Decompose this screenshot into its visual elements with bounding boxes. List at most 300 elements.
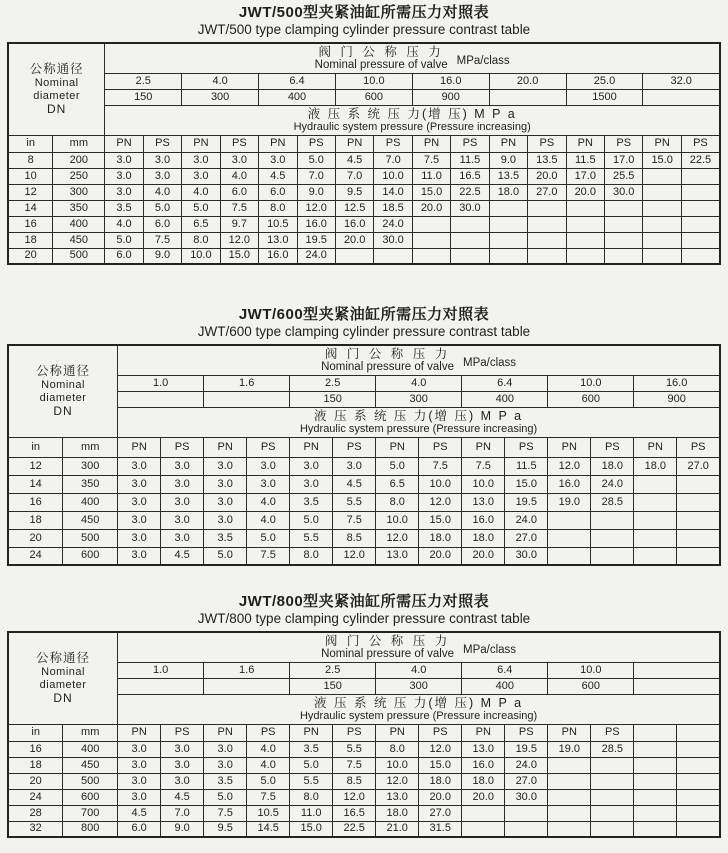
pressure-value-cell: 7.5 — [419, 457, 462, 475]
pressure-value-cell: 31.5 — [419, 821, 462, 837]
pressure-value-cell: 20.0 — [419, 547, 462, 565]
pressure-value-cell: 7.0 — [374, 152, 412, 168]
pressure-value-cell: 6.0 — [118, 821, 161, 837]
column-header-blank — [677, 724, 720, 741]
hydraulic-pressure-label-cn: 液 压 系 统 压 力(增 压) M P a — [307, 106, 517, 121]
table-row — [8, 529, 720, 547]
pressure-value-cell: 14.5 — [247, 821, 290, 837]
pressure-value-cell: 3.0 — [118, 773, 161, 789]
pressure-class-cell: 400 — [259, 89, 336, 105]
pressure-value-cell: 21.0 — [376, 821, 419, 837]
pressure-value-cell: 3.5 — [105, 200, 143, 216]
pressure-value-cell: 24.0 — [505, 757, 548, 773]
pressure-value-cell: 3.0 — [247, 475, 290, 493]
diameter-in-cell: 24 — [8, 789, 63, 805]
column-header-pn: PN — [489, 135, 527, 152]
column-header-ps: PS — [247, 724, 290, 741]
pressure-value-cell: 3.0 — [333, 457, 376, 475]
nominal-diameter-label-en-2: diameter — [39, 391, 87, 404]
pressure-value-cell: 12.0 — [333, 789, 376, 805]
column-header-pn: PN — [290, 724, 333, 741]
pressure-class-cell: 600 — [335, 89, 412, 105]
pressure-value-cell: 3.0 — [118, 475, 161, 493]
diameter-in-cell: 14 — [8, 475, 63, 493]
diameter-mm-cell: 450 — [63, 757, 118, 773]
pressure-mpa-cell: 6.4 — [462, 375, 548, 391]
pressure-value-cell: 8.0 — [290, 547, 333, 565]
pressure-value-cell: 20.0 — [412, 200, 450, 216]
pressure-value-cell: 19.5 — [505, 493, 548, 511]
diameter-mm-cell: 600 — [63, 547, 118, 565]
pressure-value-cell: 4.0 — [143, 184, 181, 200]
pressure-value-cell: 3.0 — [161, 757, 204, 773]
hydraulic-pressure-label-en: Hydraulic system pressure (Pressure increasing) — [299, 422, 538, 435]
column-header-pn: PN — [204, 437, 247, 457]
pressure-value-cell: 20.0 — [419, 789, 462, 805]
pressure-value-cell: 7.5 — [333, 757, 376, 773]
pressure-value-cell: 8.5 — [333, 773, 376, 789]
empty-cell — [677, 773, 720, 789]
pressure-value-cell: 7.5 — [462, 457, 505, 475]
pressure-value-cell: 16.0 — [462, 511, 505, 529]
empty-cell — [643, 184, 681, 200]
empty-cell — [591, 757, 634, 773]
empty-cell — [681, 184, 720, 200]
pressure-value-cell: 24.0 — [505, 511, 548, 529]
diameter-in-cell: 12 — [8, 457, 63, 475]
diameter-in-cell: 24 — [8, 547, 63, 565]
column-header-ps: PS — [605, 135, 643, 152]
diameter-in-cell: 18 — [8, 232, 53, 248]
pressure-value-cell: 24.0 — [374, 216, 412, 232]
column-header-ps: PS — [333, 724, 376, 741]
empty-cell — [528, 216, 566, 232]
empty-cell — [528, 200, 566, 216]
pressure-value-cell: 3.0 — [118, 529, 161, 547]
table-row — [8, 493, 720, 511]
empty-cell — [634, 493, 677, 511]
nominal-diameter-label-dn: DN — [53, 691, 73, 706]
empty-cell — [605, 200, 643, 216]
valve-pressure-unit-label: MPa/class — [463, 644, 517, 657]
pressure-value-cell: 6.5 — [376, 475, 419, 493]
table-row — [8, 789, 720, 805]
empty-cell — [634, 821, 677, 837]
empty-cell — [548, 773, 591, 789]
pressure-value-cell: 6.0 — [220, 184, 258, 200]
pressure-class-cell: 150 — [290, 678, 376, 694]
column-header-pn: PN — [412, 135, 450, 152]
table-row — [8, 475, 720, 493]
pressure-value-cell: 3.0 — [259, 152, 297, 168]
hydraulic-pressure-label-en: Hydraulic system pressure (Pressure increasing) — [299, 709, 538, 722]
diameter-mm-cell: 200 — [53, 152, 105, 168]
diameter-in-cell: 32 — [8, 821, 63, 837]
pressure-value-cell: 7.0 — [297, 168, 335, 184]
column-header-mm: mm — [63, 437, 118, 457]
diameter-mm-cell: 800 — [63, 821, 118, 837]
pressure-mpa-cell: 2.5 — [290, 375, 376, 391]
table-title-cn-jwt600: JWT/600型夹紧油缸所需压力对照表 — [238, 306, 490, 323]
pressure-value-cell: 5.0 — [290, 757, 333, 773]
table-row — [8, 457, 720, 475]
diameter-mm-cell: 500 — [63, 773, 118, 789]
pressure-value-cell: 18.0 — [489, 184, 527, 200]
pressure-value-cell: 13.0 — [462, 741, 505, 757]
column-header-ps: PS — [333, 437, 376, 457]
valve-pressure-header-cell — [105, 43, 720, 73]
pressure-value-cell: 4.5 — [161, 547, 204, 565]
diameter-mm-cell: 350 — [63, 475, 118, 493]
pressure-value-cell: 3.0 — [118, 757, 161, 773]
column-header-ps: PS — [419, 724, 462, 741]
column-header-pn: PN — [643, 135, 681, 152]
pressure-value-cell: 4.0 — [247, 493, 290, 511]
valve-pressure-header-cell — [118, 345, 720, 375]
pressure-value-cell: 8.0 — [290, 789, 333, 805]
pressure-table-jwt800 — [7, 631, 721, 838]
empty-cell — [681, 168, 720, 184]
pressure-value-cell: 24.0 — [297, 248, 335, 264]
pressure-value-cell: 9.5 — [335, 184, 373, 200]
empty-cell — [335, 248, 373, 264]
empty-cell — [412, 216, 450, 232]
pressure-value-cell: 4.5 — [259, 168, 297, 184]
pressure-value-cell: 6.0 — [259, 184, 297, 200]
pressure-class-empty-cell — [643, 89, 720, 105]
column-header-pn: PN — [204, 724, 247, 741]
pressure-value-cell: 11.5 — [566, 152, 604, 168]
valve-pressure-label-en: Nominal pressure of valve — [314, 58, 448, 71]
pressure-value-cell: 4.0 — [182, 184, 220, 200]
pressure-value-cell: 3.0 — [161, 475, 204, 493]
pressure-value-cell: 18.0 — [634, 457, 677, 475]
pressure-value-cell: 3.0 — [204, 493, 247, 511]
hydraulic-pressure-label-cn: 液 压 系 统 压 力(增 压) M P a — [314, 695, 524, 710]
empty-cell — [489, 216, 527, 232]
column-header-pn: PN — [118, 724, 161, 741]
empty-cell — [605, 232, 643, 248]
pressure-mpa-cell: 16.0 — [634, 375, 720, 391]
pressure-value-cell: 3.0 — [247, 457, 290, 475]
empty-cell — [634, 475, 677, 493]
diameter-mm-cell: 300 — [63, 457, 118, 475]
empty-cell — [528, 248, 566, 264]
table-row — [8, 168, 720, 184]
table-section-jwt800 — [7, 593, 721, 838]
pressure-value-cell: 18.0 — [462, 773, 505, 789]
pressure-value-cell: 12.0 — [548, 457, 591, 475]
pressure-value-cell: 3.0 — [290, 475, 333, 493]
pressure-mpa-cell: 4.0 — [376, 375, 462, 391]
empty-cell — [605, 248, 643, 264]
pressure-mpa-cell: 10.0 — [548, 375, 634, 391]
diameter-in-cell: 10 — [8, 168, 53, 184]
valve-pressure-header — [118, 347, 719, 374]
pressure-value-cell: 7.5 — [143, 232, 181, 248]
diameter-mm-cell: 250 — [53, 168, 105, 184]
column-header-pn: PN — [548, 724, 591, 741]
pressure-value-cell: 5.0 — [105, 232, 143, 248]
diameter-in-cell: 14 — [8, 200, 53, 216]
column-header-ps: PS — [681, 135, 720, 152]
pressure-value-cell: 20.0 — [335, 232, 373, 248]
pressure-class-cell: 150 — [105, 89, 182, 105]
diameter-mm-cell: 700 — [63, 805, 118, 821]
column-header-ps: PS — [220, 135, 258, 152]
column-header-ps: PS — [374, 135, 412, 152]
pressure-value-cell: 18.5 — [374, 200, 412, 216]
pressure-value-cell: 20.0 — [462, 547, 505, 565]
table-row — [8, 248, 720, 264]
diameter-in-cell: 16 — [8, 741, 63, 757]
table-row — [8, 200, 720, 216]
pressure-value-cell: 5.5 — [290, 529, 333, 547]
empty-cell — [677, 821, 720, 837]
pressure-value-cell: 3.0 — [220, 152, 258, 168]
pressure-value-cell: 4.0 — [247, 741, 290, 757]
hydraulic-pressure-header-cell — [118, 407, 720, 437]
empty-cell — [677, 757, 720, 773]
pressure-value-cell: 3.0 — [204, 757, 247, 773]
diameter-in-cell: 8 — [8, 152, 53, 168]
pressure-value-cell: 12.0 — [419, 493, 462, 511]
empty-cell — [677, 789, 720, 805]
pressure-class-cell: 600 — [548, 678, 634, 694]
pressure-value-cell: 3.0 — [182, 168, 220, 184]
diameter-mm-cell: 450 — [63, 511, 118, 529]
nominal-diameter-label-cn: 公称通径 — [29, 62, 84, 77]
pressure-mpa-cell: 1.6 — [204, 375, 290, 391]
pressure-class-cell: 900 — [634, 391, 720, 407]
nominal-diameter-label-en-1: Nominal — [41, 666, 85, 679]
pressure-value-cell: 3.0 — [204, 475, 247, 493]
column-header-ps: PS — [297, 135, 335, 152]
empty-cell — [681, 216, 720, 232]
pressure-value-cell: 13.5 — [489, 168, 527, 184]
pressure-value-cell: 3.0 — [143, 152, 181, 168]
empty-cell — [634, 511, 677, 529]
table-section-jwt600 — [7, 306, 721, 566]
pressure-mpa-cell: 6.4 — [259, 73, 336, 89]
nominal-diameter-label-en-2: diameter — [33, 89, 81, 102]
pressure-class-cell: 300 — [182, 89, 259, 105]
column-header-pn: PN — [462, 437, 505, 457]
valve-pressure-header-stack — [321, 634, 454, 661]
pressure-class-cell: 1500 — [566, 89, 643, 105]
pressure-mpa-cell: 4.0 — [182, 73, 259, 89]
nominal-diameter-header-cell — [8, 632, 118, 724]
empty-cell — [634, 529, 677, 547]
empty-cell — [681, 200, 720, 216]
pressure-value-cell: 3.0 — [161, 529, 204, 547]
pressure-value-cell: 7.0 — [335, 168, 373, 184]
column-header-ps: PS — [143, 135, 181, 152]
pressure-value-cell: 18.0 — [419, 529, 462, 547]
pressure-value-cell: 5.0 — [297, 152, 335, 168]
diameter-mm-cell: 400 — [63, 741, 118, 757]
pressure-value-cell: 9.7 — [220, 216, 258, 232]
pressure-class-cell: 600 — [548, 391, 634, 407]
diameter-in-cell: 16 — [8, 493, 63, 511]
empty-cell — [605, 216, 643, 232]
nominal-diameter-header-cell — [8, 43, 105, 135]
pressure-value-cell: 3.0 — [204, 457, 247, 475]
empty-cell — [566, 200, 604, 216]
column-header-pn: PN — [566, 135, 604, 152]
pressure-value-cell: 16.5 — [333, 805, 376, 821]
pressure-value-cell: 7.5 — [204, 805, 247, 821]
pressure-value-cell: 11.5 — [451, 152, 489, 168]
empty-cell — [548, 805, 591, 821]
empty-cell — [634, 741, 677, 757]
pressure-mpa-empty-cell — [634, 662, 720, 678]
pressure-value-cell: 3.5 — [204, 529, 247, 547]
pressure-value-cell: 11.0 — [412, 168, 450, 184]
valve-pressure-header-stack — [321, 347, 454, 374]
column-header-in: in — [8, 724, 63, 741]
valve-pressure-header-cell — [118, 632, 720, 662]
pressure-value-cell: 3.0 — [105, 152, 143, 168]
pressure-value-cell: 10.5 — [247, 805, 290, 821]
diameter-mm-cell: 450 — [53, 232, 105, 248]
valve-pressure-label-cn: 阀 门 公 称 压 力 — [324, 633, 451, 648]
pressure-value-cell: 9.0 — [143, 248, 181, 264]
valve-pressure-header — [118, 634, 719, 661]
pressure-value-cell: 30.0 — [451, 200, 489, 216]
pressure-value-cell: 24.0 — [591, 475, 634, 493]
column-header-ps: PS — [161, 724, 204, 741]
valve-pressure-unit-label: MPa/class — [456, 55, 510, 68]
column-header-ps: PS — [451, 135, 489, 152]
pressure-value-cell: 16.0 — [462, 757, 505, 773]
empty-cell — [591, 821, 634, 837]
pressure-value-cell: 7.5 — [220, 200, 258, 216]
pressure-value-cell: 20.0 — [462, 789, 505, 805]
pressure-value-cell: 9.0 — [489, 152, 527, 168]
empty-cell — [451, 216, 489, 232]
empty-cell — [643, 232, 681, 248]
pressure-value-cell: 30.0 — [505, 789, 548, 805]
pressure-value-cell: 16.0 — [259, 248, 297, 264]
column-header-pn: PN — [290, 437, 333, 457]
pressure-value-cell: 30.0 — [374, 232, 412, 248]
column-header-pn: PN — [105, 135, 143, 152]
pressure-value-cell: 12.0 — [376, 529, 419, 547]
pressure-value-cell: 10.5 — [259, 216, 297, 232]
diameter-mm-cell: 350 — [53, 200, 105, 216]
valve-pressure-label-en: Nominal pressure of valve — [321, 647, 455, 660]
pressure-value-cell: 13.0 — [259, 232, 297, 248]
pressure-mpa-cell: 20.0 — [489, 73, 566, 89]
column-header-in: in — [8, 437, 63, 457]
pressure-value-cell: 3.0 — [182, 152, 220, 168]
diameter-mm-cell: 600 — [63, 789, 118, 805]
empty-cell — [489, 200, 527, 216]
table-row — [8, 547, 720, 565]
pressure-value-cell: 10.0 — [376, 757, 419, 773]
pressure-value-cell: 12.0 — [297, 200, 335, 216]
empty-cell — [643, 168, 681, 184]
pressure-value-cell: 10.0 — [374, 168, 412, 184]
column-header-ps: PS — [419, 437, 462, 457]
diameter-mm-cell: 500 — [53, 248, 105, 264]
pressure-value-cell: 22.5 — [681, 152, 720, 168]
pressure-class-empty-cell — [118, 391, 204, 407]
valve-pressure-unit-label: MPa/class — [463, 357, 517, 370]
pressure-value-cell: 5.0 — [247, 529, 290, 547]
pressure-mpa-cell: 2.5 — [105, 73, 182, 89]
pressure-value-cell: 13.0 — [376, 547, 419, 565]
empty-cell — [591, 547, 634, 565]
pressure-value-cell: 16.0 — [297, 216, 335, 232]
column-header-ps: PS — [505, 724, 548, 741]
table-title-en-jwt500: JWT/500 type clamping cylinder pressure contrast table — [197, 22, 531, 37]
pressure-value-cell: 4.5 — [118, 805, 161, 821]
pressure-value-cell: 7.5 — [247, 789, 290, 805]
table-title-en-jwt600: JWT/600 type clamping cylinder pressure contrast table — [197, 324, 531, 339]
pressure-value-cell: 27.0 — [505, 529, 548, 547]
diameter-in-cell: 18 — [8, 757, 63, 773]
pressure-value-cell: 18.0 — [419, 773, 462, 789]
empty-cell — [643, 248, 681, 264]
pressure-value-cell: 15.0 — [220, 248, 258, 264]
pressure-value-cell: 30.0 — [605, 184, 643, 200]
pressure-value-cell: 15.0 — [412, 184, 450, 200]
diameter-in-cell: 20 — [8, 248, 53, 264]
pressure-value-cell: 28.5 — [591, 493, 634, 511]
empty-cell — [634, 757, 677, 773]
column-header-pn: PN — [118, 437, 161, 457]
pressure-value-cell: 12.0 — [333, 547, 376, 565]
pressure-value-cell: 27.0 — [419, 805, 462, 821]
pressure-value-cell: 5.0 — [182, 200, 220, 216]
pressure-value-cell: 5.0 — [290, 511, 333, 529]
pressure-value-cell: 30.0 — [505, 547, 548, 565]
pressure-value-cell: 20.0 — [528, 168, 566, 184]
table-row — [8, 757, 720, 773]
empty-cell — [643, 216, 681, 232]
table-row — [8, 821, 720, 837]
pressure-value-cell: 3.0 — [161, 493, 204, 511]
pressure-value-cell: 4.5 — [333, 475, 376, 493]
pressure-value-cell: 6.0 — [105, 248, 143, 264]
nominal-diameter-label-cn: 公称通径 — [36, 651, 91, 666]
empty-cell — [528, 232, 566, 248]
pressure-value-cell: 12.5 — [335, 200, 373, 216]
empty-cell — [489, 248, 527, 264]
empty-cell — [677, 805, 720, 821]
pressure-value-cell: 3.0 — [143, 168, 181, 184]
pressure-value-cell: 5.0 — [204, 547, 247, 565]
empty-cell — [489, 232, 527, 248]
pressure-value-cell: 27.0 — [505, 773, 548, 789]
table-section-jwt500 — [7, 4, 721, 265]
valve-pressure-header-stack — [315, 45, 448, 72]
empty-cell — [677, 741, 720, 757]
pressure-value-cell: 16.5 — [451, 168, 489, 184]
empty-cell — [591, 511, 634, 529]
pressure-mpa-cell: 2.5 — [290, 662, 376, 678]
pressure-value-cell: 19.5 — [297, 232, 335, 248]
empty-cell — [451, 248, 489, 264]
pressure-class-cell: 400 — [462, 391, 548, 407]
empty-cell — [505, 805, 548, 821]
valve-pressure-label-cn: 阀 门 公 称 压 力 — [318, 44, 444, 59]
column-header-ps: PS — [161, 437, 204, 457]
pressure-value-cell: 4.5 — [335, 152, 373, 168]
pressure-value-cell: 3.0 — [118, 741, 161, 757]
